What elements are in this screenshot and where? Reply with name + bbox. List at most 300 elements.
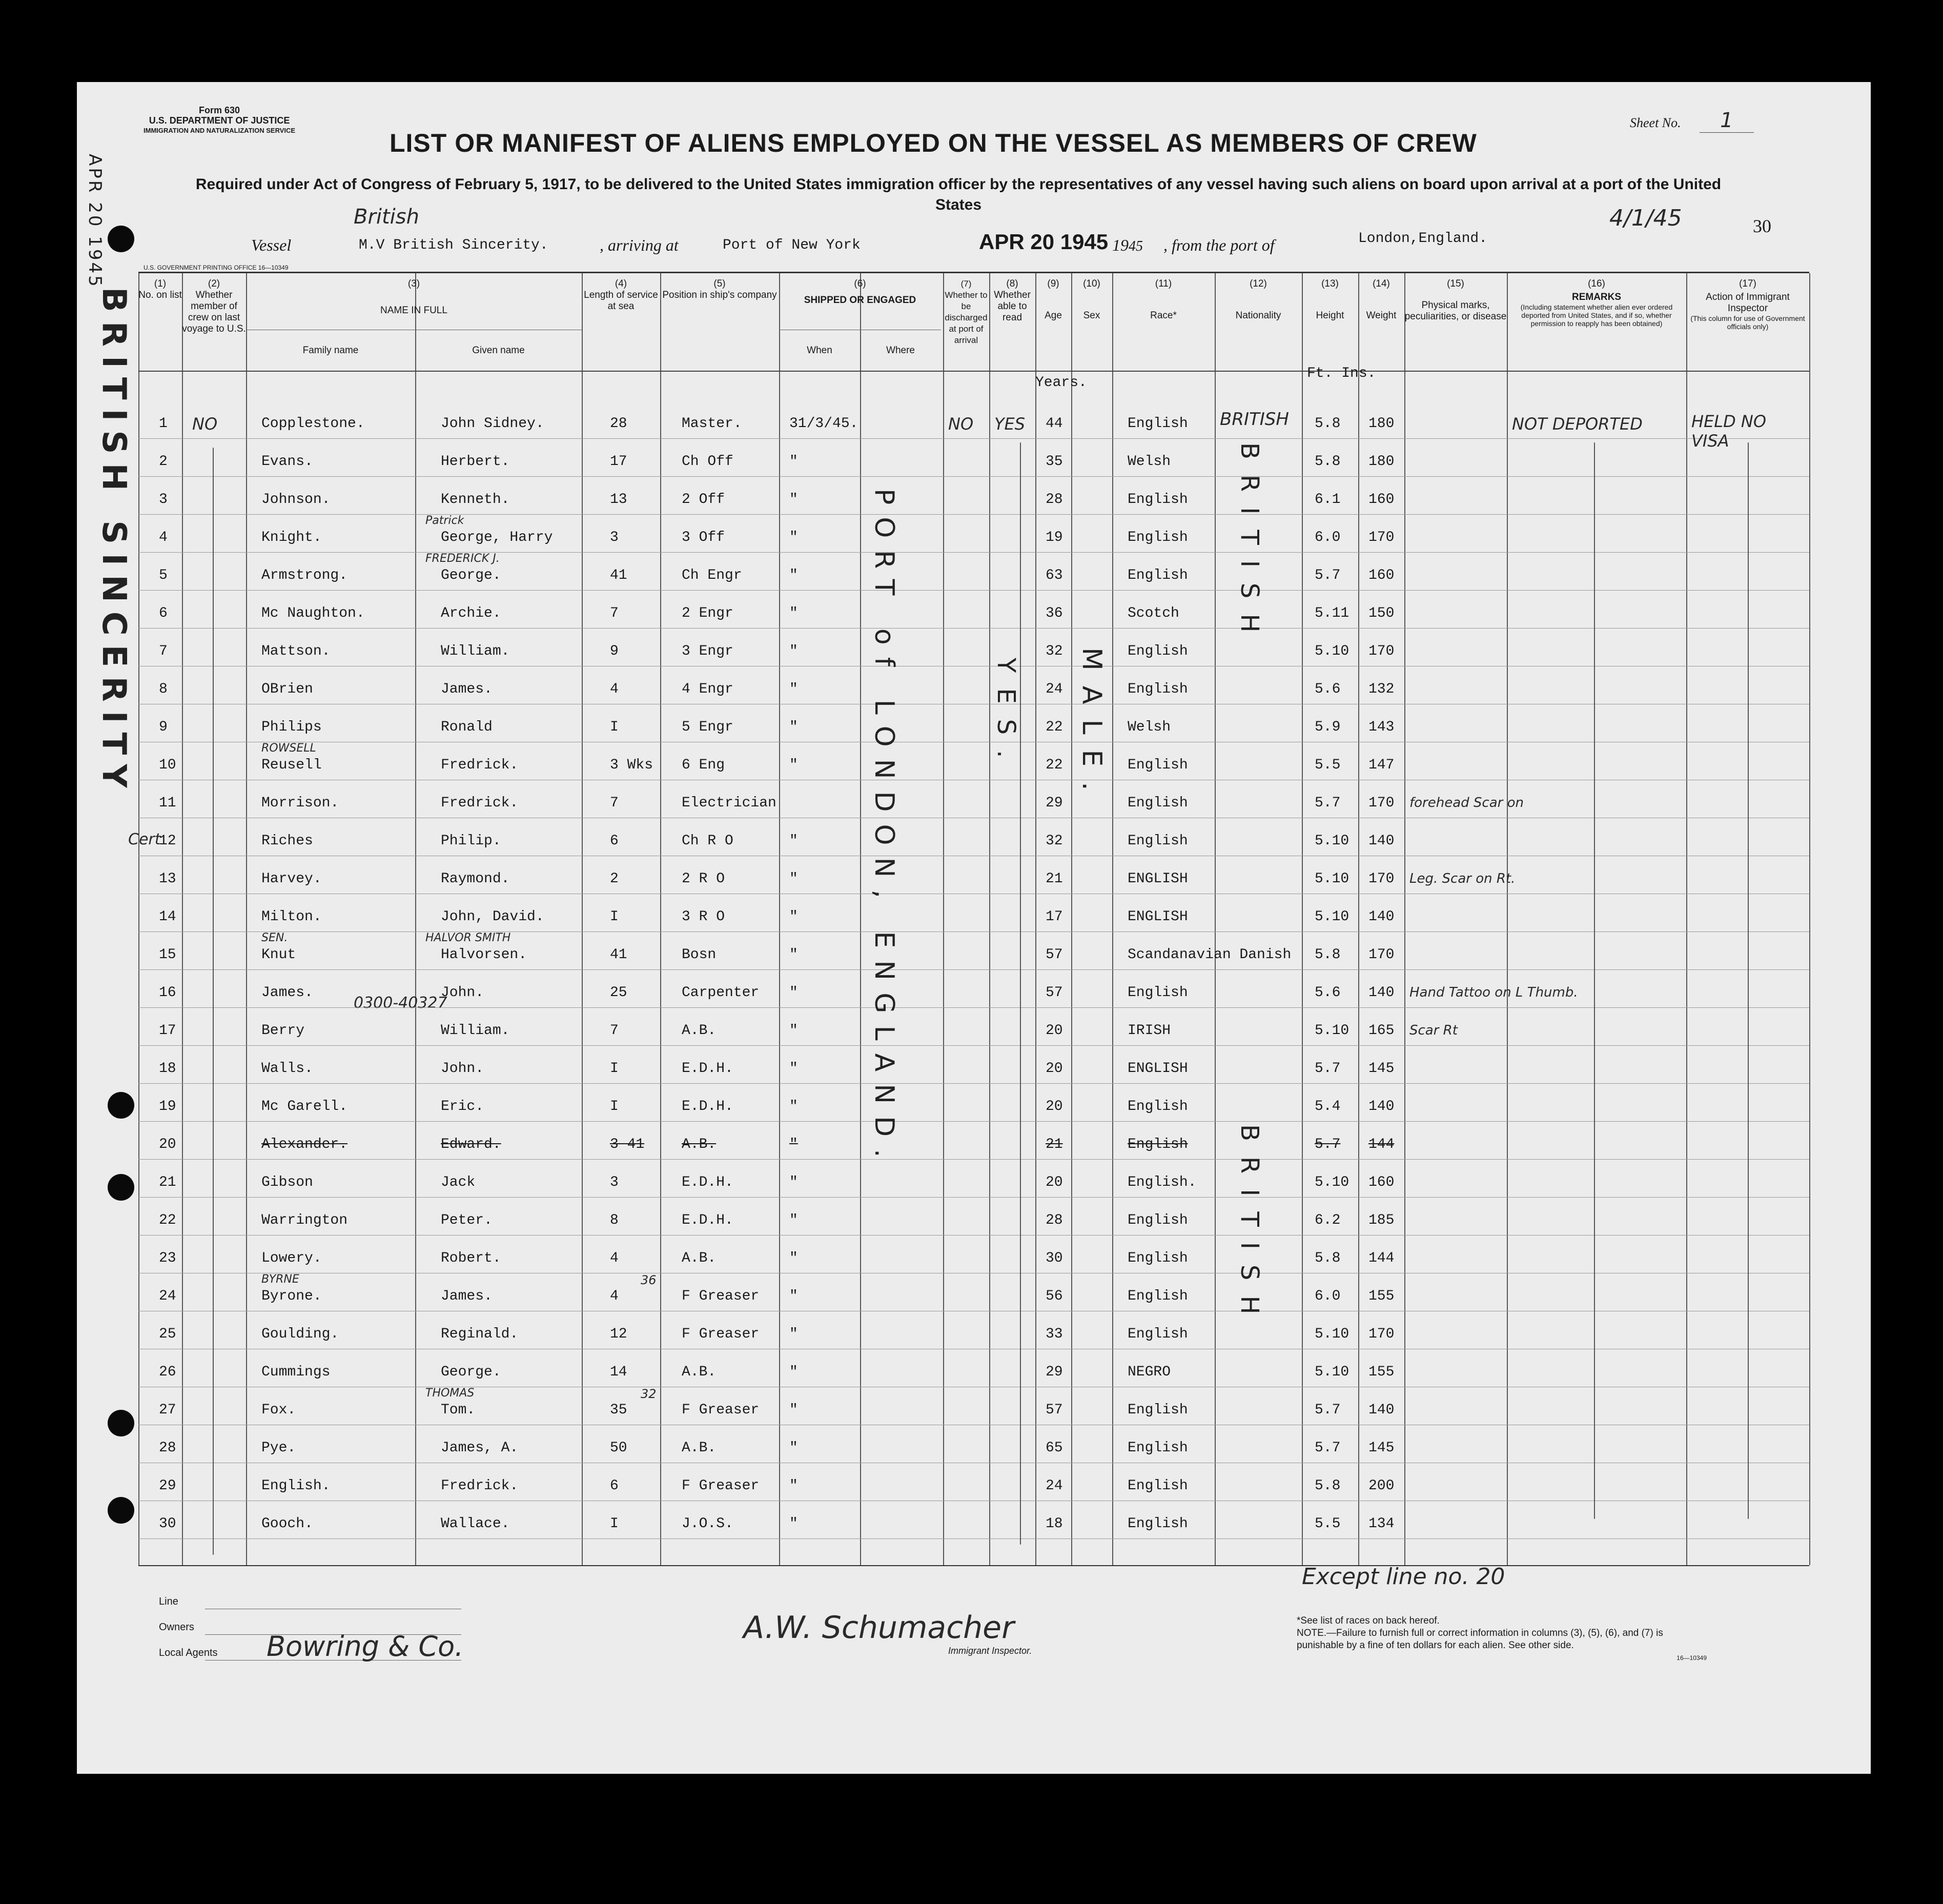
cell-height: 5.10 bbox=[1315, 909, 1349, 925]
col-header-remarks bbox=[1507, 278, 1686, 328]
cell-marks: Scar Rt bbox=[1409, 1023, 1458, 1038]
cell-service: 50 bbox=[610, 1440, 627, 1456]
ditto-line bbox=[1020, 442, 1021, 1545]
col-label: SHIPPED OR ENGAGED bbox=[804, 295, 916, 306]
cell-given: Wallace. bbox=[441, 1516, 510, 1532]
cell-family: Pye. bbox=[261, 1440, 296, 1456]
cell-race: English bbox=[1128, 681, 1188, 697]
col-num: (14) bbox=[1373, 278, 1390, 289]
cell-age: 21 bbox=[1046, 1137, 1063, 1152]
col-header-height bbox=[1302, 278, 1358, 321]
cell-height: 5.6 bbox=[1315, 681, 1341, 697]
cell-position: 6 Eng bbox=[682, 757, 725, 773]
cell-service: 14 bbox=[610, 1364, 627, 1380]
row-rule bbox=[138, 590, 1809, 591]
cell-family: Byrone. bbox=[261, 1288, 322, 1304]
cell-given: Tom. bbox=[441, 1402, 476, 1418]
cell-height: 5.11 bbox=[1315, 605, 1349, 621]
cell-race: English bbox=[1128, 985, 1188, 1001]
col-header-last-voyage bbox=[182, 278, 246, 335]
cell-given: Reginald. bbox=[441, 1326, 519, 1342]
cell-height: 5.8 bbox=[1315, 454, 1341, 470]
cell-height: 6.2 bbox=[1315, 1212, 1341, 1228]
from-label: , from the port of bbox=[1163, 236, 1275, 254]
col-num: (17) bbox=[1739, 278, 1756, 289]
col-num: (13) bbox=[1321, 278, 1339, 289]
crew-table bbox=[138, 272, 1809, 1566]
cell-given: Archie. bbox=[441, 605, 501, 621]
cell-height: 5.10 bbox=[1315, 1174, 1349, 1190]
cell-family: Warrington bbox=[261, 1212, 348, 1228]
cell-given: William. bbox=[441, 1023, 510, 1039]
cell-when: " bbox=[789, 1402, 798, 1418]
cell-service: 25 bbox=[610, 985, 627, 1001]
col-header-sex bbox=[1071, 278, 1112, 321]
col-num: (12) bbox=[1250, 278, 1267, 289]
col-header-nationality bbox=[1215, 278, 1302, 321]
cell-height: 5.7 bbox=[1315, 1402, 1341, 1418]
cell-service: 7 bbox=[610, 605, 619, 621]
cell-height: 5.8 bbox=[1315, 1250, 1341, 1266]
cell-given-correction: HALVOR SMITH bbox=[425, 931, 511, 944]
cell-no: 20 bbox=[159, 1137, 176, 1152]
col-header-position bbox=[660, 278, 779, 301]
cell-given: Eric. bbox=[441, 1099, 484, 1115]
cell-age: 32 bbox=[1046, 643, 1063, 659]
cell-given-correction: FREDERICK J. bbox=[425, 552, 500, 565]
cell-weight: 170 bbox=[1368, 947, 1395, 963]
cell-weight: 165 bbox=[1368, 1023, 1395, 1039]
cell-family: Knut bbox=[261, 947, 296, 963]
cell-age: 36 bbox=[1046, 605, 1063, 621]
col-num: (7) bbox=[960, 279, 972, 289]
inspector-label: Immigrant Inspector. bbox=[948, 1646, 1032, 1656]
cell-position: 3 R O bbox=[682, 909, 725, 925]
cell-weight: 145 bbox=[1368, 1440, 1395, 1456]
table-row bbox=[138, 552, 1809, 594]
hw-nationality-vertical: BRITISH bbox=[1235, 442, 1264, 648]
cell-no: 17 bbox=[159, 1023, 176, 1039]
col-header-service bbox=[582, 278, 660, 312]
cell-race: English bbox=[1128, 833, 1188, 849]
cell-family: OBrien bbox=[261, 681, 313, 697]
service-name: IMMIGRATION AND NATURALIZATION SERVICE bbox=[144, 127, 296, 134]
cell-race: Scotch bbox=[1128, 605, 1179, 621]
col-header-action bbox=[1686, 278, 1809, 331]
cell-no: 12 bbox=[159, 833, 176, 849]
cell-no: 22 bbox=[159, 1212, 176, 1228]
table-row bbox=[138, 1436, 1809, 1467]
col-num: (4) bbox=[615, 278, 627, 289]
cell-position: Ch R O bbox=[682, 833, 733, 849]
cell-race: English bbox=[1128, 1402, 1188, 1418]
row-rule bbox=[138, 931, 1809, 932]
cell-marks: Leg. Scar on Rt. bbox=[1409, 871, 1516, 886]
cell-height: 5.10 bbox=[1315, 643, 1349, 659]
cell-age: 32 bbox=[1046, 833, 1063, 849]
cell-service: 41 bbox=[610, 568, 627, 583]
col-label: Race* bbox=[1150, 310, 1177, 321]
col-note: (Including statement whether alien ever ordered deported from United States, and if so, whether permission to reapply has been obtained) bbox=[1520, 303, 1673, 328]
row-rule bbox=[138, 476, 1809, 477]
hw-nationality: BRITISH bbox=[1220, 409, 1289, 430]
cell-height: 5.7 bbox=[1315, 1137, 1341, 1152]
table-row bbox=[138, 905, 1809, 936]
cell-weight: 145 bbox=[1368, 1061, 1395, 1077]
cell-age: 29 bbox=[1046, 795, 1063, 811]
cell-weight: 155 bbox=[1368, 1288, 1395, 1304]
cell-family: Knight. bbox=[261, 530, 322, 545]
cell-weight: 160 bbox=[1368, 492, 1395, 508]
cell-race: English bbox=[1128, 530, 1188, 545]
cell-family: Philips bbox=[261, 719, 322, 735]
cell-when: " bbox=[789, 1099, 798, 1115]
cell-when: " bbox=[789, 454, 798, 470]
cell-position: A.B. bbox=[682, 1137, 717, 1152]
cell-no: 8 bbox=[159, 681, 168, 697]
col-header-shipped bbox=[779, 278, 941, 306]
cell-height: 5.10 bbox=[1315, 1023, 1349, 1039]
cell-position: F Greaser bbox=[682, 1326, 760, 1342]
cell-no: 13 bbox=[159, 871, 176, 887]
cell-service: 4 bbox=[610, 1250, 619, 1266]
hw-remarks: NOT DEPORTED bbox=[1512, 414, 1643, 434]
cell-height: 6.1 bbox=[1315, 492, 1341, 508]
cell-service: 41 bbox=[610, 947, 627, 963]
binder-hole bbox=[108, 1410, 134, 1436]
cell-age: 65 bbox=[1046, 1440, 1063, 1456]
cell-race: ENGLISH bbox=[1128, 871, 1188, 887]
table-row bbox=[138, 1170, 1809, 1201]
cell-family: Riches bbox=[261, 833, 313, 849]
cell-service: 13 bbox=[610, 492, 627, 508]
year-value: 45 bbox=[1129, 238, 1143, 254]
table-row bbox=[138, 715, 1809, 746]
hw-able-to-read: YES bbox=[994, 414, 1026, 434]
cell-service: 12 bbox=[610, 1326, 627, 1342]
cell-no: 29 bbox=[159, 1478, 176, 1494]
cell-race: Scandanavian Danish bbox=[1128, 947, 1292, 963]
row-rule bbox=[138, 1538, 1809, 1539]
hw-read-vertical: YES. bbox=[992, 658, 1020, 774]
binder-hole bbox=[108, 1497, 134, 1524]
row-rule bbox=[138, 969, 1809, 970]
cell-position: 2 R O bbox=[682, 871, 725, 887]
cell-given: Peter. bbox=[441, 1212, 493, 1228]
col-label: Height bbox=[1316, 310, 1344, 321]
cell-age: 24 bbox=[1046, 681, 1063, 697]
cell-weight: 180 bbox=[1368, 416, 1395, 432]
col-header-marks bbox=[1404, 278, 1507, 322]
col-header-race bbox=[1112, 278, 1215, 321]
cell-position: A.B. bbox=[682, 1023, 717, 1039]
cell-height: 5.10 bbox=[1315, 1326, 1349, 1342]
cell-family-correction: BYRNE bbox=[261, 1273, 299, 1286]
cell-age: 56 bbox=[1046, 1288, 1063, 1304]
cell-position: J.O.S. bbox=[682, 1516, 733, 1532]
cell-family: Lowery. bbox=[261, 1250, 322, 1266]
cell-height: 5.7 bbox=[1315, 1061, 1341, 1077]
cell-given: George. bbox=[441, 1364, 501, 1380]
cell-no: 18 bbox=[159, 1061, 176, 1077]
cell-service: I bbox=[610, 909, 619, 925]
handwritten-date: 4/1/45 bbox=[1609, 205, 1682, 231]
cell-when: " bbox=[789, 833, 798, 849]
col-num: (8) bbox=[1006, 278, 1018, 289]
col-header-discharged bbox=[943, 278, 989, 346]
cell-given-correction: Patrick bbox=[425, 514, 464, 527]
cell-service: I bbox=[610, 719, 619, 735]
col-header-name bbox=[246, 278, 582, 316]
table-row bbox=[138, 1019, 1809, 1049]
col-label: Whether able to read bbox=[994, 290, 1031, 323]
table-row bbox=[138, 1057, 1809, 1087]
cell-age: 30 bbox=[1046, 1250, 1063, 1266]
cell-race: English bbox=[1128, 643, 1188, 659]
cell-position: Carpenter bbox=[682, 985, 760, 1001]
col-sub-where: Where bbox=[886, 345, 915, 356]
cell-age: 33 bbox=[1046, 1326, 1063, 1342]
cell-race: English bbox=[1128, 416, 1188, 432]
cell-service: 35 bbox=[610, 1402, 627, 1418]
cell-position: E.D.H. bbox=[682, 1212, 733, 1228]
col-num: (15) bbox=[1447, 278, 1464, 289]
cell-when: " bbox=[789, 719, 798, 735]
ditto-line bbox=[213, 448, 214, 1555]
row-rule bbox=[138, 1197, 1809, 1198]
form-code: 16—10349 bbox=[1676, 1654, 1707, 1662]
cell-service: 4 bbox=[610, 681, 619, 697]
cell-family: Armstrong. bbox=[261, 568, 348, 583]
cell-when: " bbox=[789, 1478, 798, 1494]
cell-given: James. bbox=[441, 681, 493, 697]
cell-weight: 160 bbox=[1368, 568, 1395, 583]
cell-given: Herbert. bbox=[441, 454, 510, 470]
cell-no: 30 bbox=[159, 1516, 176, 1532]
row-rule bbox=[138, 628, 1809, 629]
cell-height: 5.5 bbox=[1315, 1516, 1341, 1532]
cell-weight: 140 bbox=[1368, 985, 1395, 1001]
cell-weight: 143 bbox=[1368, 719, 1395, 735]
cell-race: Welsh bbox=[1128, 719, 1171, 735]
cell-given: Raymond. bbox=[441, 871, 510, 887]
cell-position: A.B. bbox=[682, 1440, 717, 1456]
row-rule bbox=[138, 1083, 1809, 1084]
cell-height: 5.9 bbox=[1315, 719, 1341, 735]
cell-position: F Greaser bbox=[682, 1402, 760, 1418]
cell-marks: forehead Scar on bbox=[1409, 795, 1524, 811]
ditto-line bbox=[1594, 442, 1595, 1519]
cell-race: English bbox=[1128, 1288, 1188, 1304]
table-row bbox=[138, 1387, 1809, 1429]
hw-discharged: NO bbox=[948, 414, 974, 434]
cell-extra-note: 0300-40327 bbox=[354, 994, 447, 1012]
cell-no: 2 bbox=[159, 454, 168, 470]
cell-service: 17 bbox=[610, 454, 627, 470]
cell-weight: 140 bbox=[1368, 1099, 1395, 1115]
cell-when: " bbox=[789, 1288, 798, 1304]
cell-when: " bbox=[789, 492, 798, 508]
vessel-name: M.V British Sincerity. bbox=[359, 237, 548, 253]
ditto-line bbox=[1748, 442, 1749, 1519]
from-port: London,England. bbox=[1358, 231, 1488, 247]
cell-family: Cummings bbox=[261, 1364, 331, 1380]
penalty-note: NOTE.—Failure to furnish full or correct information in columns (3), (5), (6), and (7) is punishable by a fine of ten dollars for each alien. See other side. bbox=[1297, 1628, 1663, 1651]
cell-age: 57 bbox=[1046, 985, 1063, 1001]
cell-given: Jack bbox=[441, 1174, 476, 1190]
col-label: Length of service at sea bbox=[584, 290, 658, 312]
cell-weight: 170 bbox=[1368, 795, 1395, 811]
col-label: Nationality bbox=[1235, 310, 1281, 321]
table-row bbox=[138, 1095, 1809, 1125]
side-vessel-name: BRITISH SINCERITY bbox=[95, 287, 133, 797]
cell-race: English bbox=[1128, 1212, 1188, 1228]
cell-no: 9 bbox=[159, 719, 168, 735]
row-rule bbox=[138, 514, 1809, 515]
cell-service: 28 bbox=[610, 416, 627, 432]
side-date-stamp: APR 20 1945 bbox=[85, 154, 105, 289]
vessel-label-text: Vessel bbox=[251, 236, 292, 254]
cell-family: Copplestone. bbox=[261, 416, 365, 432]
col-header-read bbox=[989, 278, 1035, 323]
cell-no: 19 bbox=[159, 1099, 176, 1115]
year-label bbox=[1112, 236, 1143, 255]
arrival-port: Port of New York bbox=[723, 237, 861, 253]
cell-position: A.B. bbox=[682, 1364, 717, 1380]
agents-value: Bowring & Co. bbox=[267, 1630, 464, 1663]
table-row bbox=[138, 1322, 1809, 1353]
cell-no: 28 bbox=[159, 1440, 176, 1456]
hw-last-voyage: NO bbox=[192, 414, 218, 434]
cell-when: " bbox=[789, 568, 798, 583]
table-row bbox=[138, 981, 1809, 1011]
cell-family: Johnson. bbox=[261, 492, 331, 508]
cell-weight: 200 bbox=[1368, 1478, 1395, 1494]
cell-given: James, A. bbox=[441, 1440, 519, 1456]
cell-service: I bbox=[610, 1061, 619, 1077]
cell-race: English bbox=[1128, 1440, 1188, 1456]
row-rule bbox=[138, 552, 1809, 553]
cell-race: English. bbox=[1128, 1174, 1197, 1190]
cell-race: ENGLISH bbox=[1128, 1061, 1188, 1077]
cell-no: 23 bbox=[159, 1250, 176, 1266]
cell-position: 3 Engr bbox=[682, 643, 733, 659]
col-num: (11) bbox=[1155, 278, 1172, 289]
cell-when: " bbox=[789, 1023, 798, 1039]
page-title: LIST OR MANIFEST OF ALIENS EMPLOYED ON THE VESSEL AS MEMBERS OF CREW bbox=[390, 129, 1477, 157]
cell-position: 2 Engr bbox=[682, 605, 733, 621]
cell-when: " bbox=[789, 1137, 798, 1152]
cell-when: " bbox=[789, 643, 798, 659]
page-number: 30 bbox=[1753, 216, 1771, 236]
table-row bbox=[138, 677, 1809, 708]
cell-when: " bbox=[789, 985, 798, 1001]
cell-weight: 144 bbox=[1368, 1250, 1395, 1266]
cell-height: 5.8 bbox=[1315, 947, 1341, 963]
vessel-label bbox=[251, 236, 291, 255]
cell-family: Goulding. bbox=[261, 1326, 339, 1342]
cell-no: 25 bbox=[159, 1326, 176, 1342]
row-rule bbox=[138, 1159, 1809, 1160]
cell-race: English bbox=[1128, 1478, 1188, 1494]
cell-no: 4 bbox=[159, 530, 168, 545]
cell-no: 6 bbox=[159, 605, 168, 621]
cell-height: 6.0 bbox=[1315, 530, 1341, 545]
cell-when: " bbox=[789, 1516, 798, 1532]
binder-hole bbox=[108, 1174, 134, 1201]
cell-race: English bbox=[1128, 1326, 1188, 1342]
col-num: (9) bbox=[1047, 278, 1059, 289]
col-label: Position in ship's company bbox=[662, 290, 777, 300]
cell-race: Welsh bbox=[1128, 454, 1171, 470]
cell-position: E.D.H. bbox=[682, 1061, 733, 1077]
cell-service-correction: 32 bbox=[641, 1387, 657, 1401]
cell-family: Mattson. bbox=[261, 643, 331, 659]
cell-family: Evans. bbox=[261, 454, 313, 470]
cell-weight: 170 bbox=[1368, 643, 1395, 659]
agents-label: Local Agents bbox=[159, 1647, 218, 1658]
cell-given: William. bbox=[441, 643, 510, 659]
cell-position: Bosn bbox=[682, 947, 717, 963]
row-rule bbox=[138, 1007, 1809, 1008]
cell-family: Morrison. bbox=[261, 795, 339, 811]
cell-race: English bbox=[1128, 492, 1188, 508]
cell-when: " bbox=[789, 1440, 798, 1456]
col-sub-given-name: Given name bbox=[472, 345, 525, 356]
cell-age: 57 bbox=[1046, 947, 1063, 963]
cell-no: 27 bbox=[159, 1402, 176, 1418]
cell-given: Kenneth. bbox=[441, 492, 510, 508]
cell-given: John, David. bbox=[441, 909, 544, 925]
cell-age: 17 bbox=[1046, 909, 1063, 925]
cell-position: 4 Engr bbox=[682, 681, 733, 697]
cell-position: Electrician bbox=[682, 795, 776, 811]
cell-position: E.D.H. bbox=[682, 1099, 733, 1115]
cell-position: Master. bbox=[682, 416, 742, 432]
cell-given: George, Harry bbox=[441, 530, 553, 545]
row-rule bbox=[138, 1121, 1809, 1122]
cell-race: English bbox=[1128, 757, 1188, 773]
cell-service: I bbox=[610, 1516, 619, 1532]
cell-service: 3 bbox=[610, 530, 619, 545]
col-label: Whether to be discharged at port of arrival bbox=[945, 290, 988, 345]
cell-weight: 140 bbox=[1368, 833, 1395, 849]
cell-family: Mc Naughton. bbox=[261, 605, 365, 621]
table-row bbox=[138, 791, 1809, 822]
cell-service-correction: 36 bbox=[641, 1273, 657, 1287]
row-rule bbox=[138, 1045, 1809, 1046]
cell-age: 63 bbox=[1046, 568, 1063, 583]
cell-age: 28 bbox=[1046, 492, 1063, 508]
cell-service: 2 bbox=[610, 871, 619, 887]
hw-nationality-vertical-2: BRITISH bbox=[1235, 1124, 1264, 1330]
cell-race: IRISH bbox=[1128, 1023, 1171, 1039]
cell-when: " bbox=[789, 947, 798, 963]
cell-age: 19 bbox=[1046, 530, 1063, 545]
cell-age: 24 bbox=[1046, 1478, 1063, 1494]
cell-height: 5.7 bbox=[1315, 795, 1341, 811]
cell-given: George. bbox=[441, 568, 501, 583]
cell-weight: 170 bbox=[1368, 530, 1395, 545]
cell-age: 20 bbox=[1046, 1099, 1063, 1115]
cell-given-correction: THOMAS bbox=[425, 1387, 475, 1400]
cell-weight: 140 bbox=[1368, 1402, 1395, 1418]
cell-when: " bbox=[789, 681, 798, 697]
table-row bbox=[138, 1474, 1809, 1505]
cell-age: 28 bbox=[1046, 1212, 1063, 1228]
cell-race: English bbox=[1128, 1137, 1188, 1152]
cell-when: " bbox=[789, 605, 798, 621]
